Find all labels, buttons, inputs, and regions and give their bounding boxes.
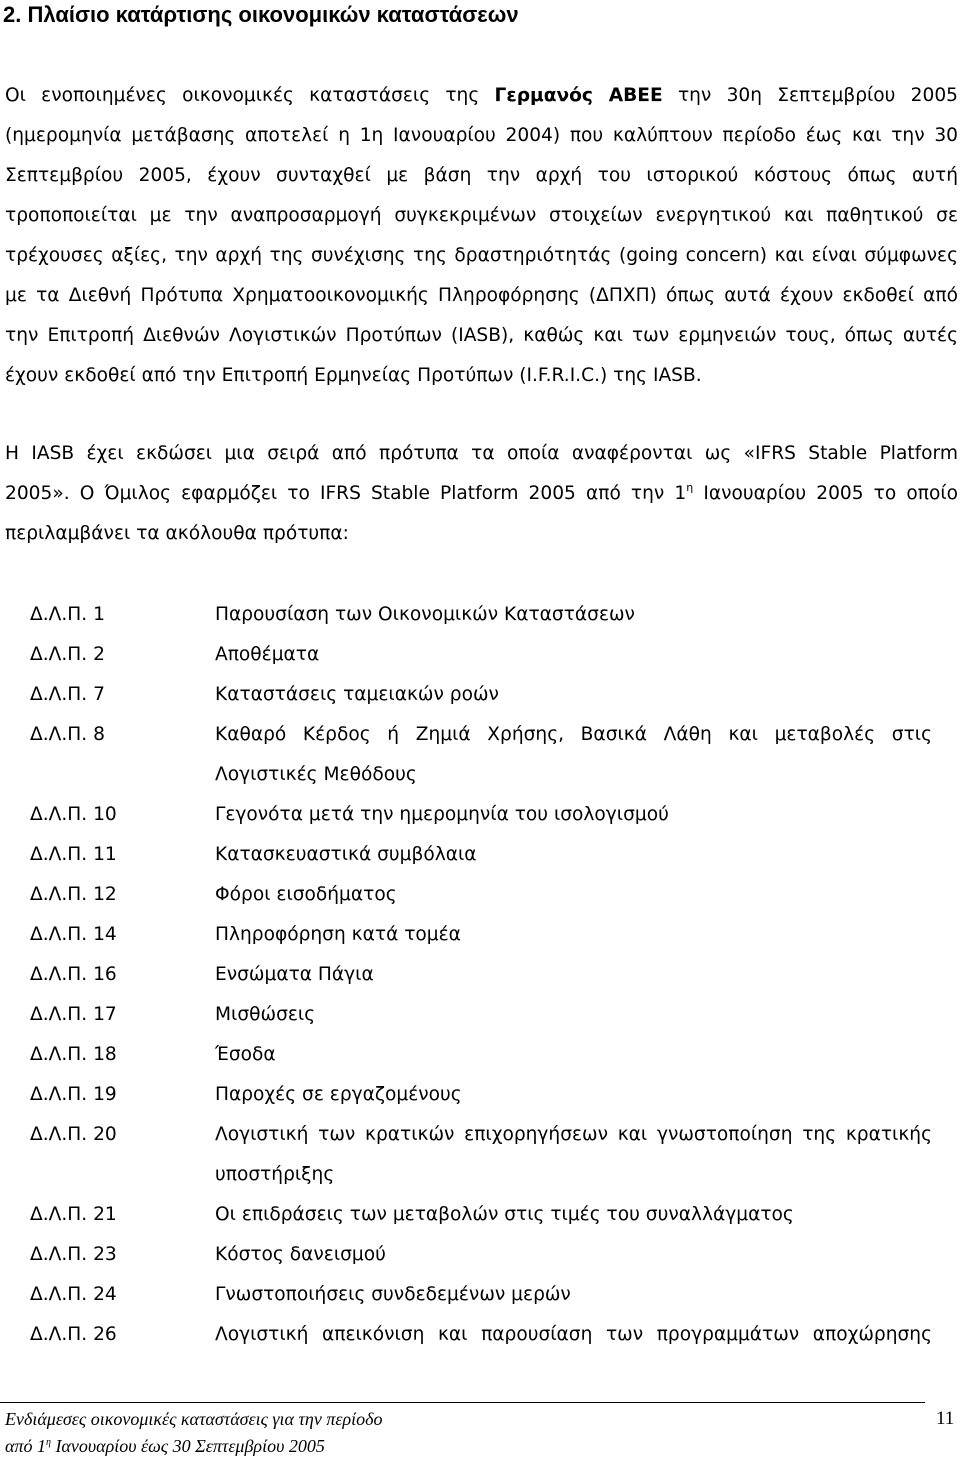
list-item (0, 675, 960, 715)
list-item (0, 915, 960, 955)
standard-title-line: Καθαρό Κέρδος ή Ζημιά Χρήσης, Βασικά Λάθη και μεταβολές στις (215, 724, 932, 745)
footer-text (5, 1406, 382, 1460)
text-run: την 30η Σεπτεμβρίου 2005 (662, 85, 958, 106)
list-item (0, 995, 960, 1035)
standard-code: Δ.Λ.Π. 20 (30, 1124, 117, 1145)
text-run: από 1 (5, 1436, 46, 1456)
standard-code: Δ.Λ.Π. 26 (30, 1324, 117, 1345)
list-item (0, 1195, 960, 1235)
footer-divider (0, 1402, 925, 1403)
list-item (0, 875, 960, 915)
standard-title (215, 1115, 932, 1195)
list-item (0, 835, 960, 875)
text-run: Ιανουαρίου έως 30 Σεπτεμβρίου 2005 (50, 1436, 325, 1456)
standard-title: Γεγονότα μετά την ημερομηνία του ισολογισμού (215, 804, 669, 825)
paragraph-line: με τα Διεθνή Πρότυπα Χρηματοοικονομικής Πληροφόρησης (ΔΠΧΠ) όπως αυτά έχουν εκδοθεί από (5, 285, 958, 306)
standard-code: Δ.Λ.Π. 16 (30, 964, 117, 985)
standard-code: Δ.Λ.Π. 8 (30, 724, 105, 745)
paragraph-line: τρέχουσες αξίες, την αρχή της συνέχισης της δραστηριότητάς (going concern) και είναι σύμφωνες (5, 245, 958, 266)
standard-title: Φόροι εισοδήματος (215, 884, 397, 905)
standard-title: Ενσώματα Πάγια (215, 964, 374, 985)
standard-title: Μισθώσεις (215, 1004, 316, 1025)
standard-title: Λογιστική απεικόνιση και παρουσίαση των προγραμμάτων αποχώρησης (215, 1324, 932, 1345)
paragraph-line (5, 76, 958, 116)
standard-code: Δ.Λ.Π. 2 (30, 644, 105, 665)
standard-code: Δ.Λ.Π. 11 (30, 844, 117, 865)
list-item (0, 1115, 960, 1195)
paragraph-ifrs-platform (5, 434, 958, 554)
list-item (0, 715, 960, 795)
paragraph-line: την Επιτροπή Διεθνών Λογιστικών Προτύπων (IASB), καθώς και των ερμηνειών τους, όπως αυτές (5, 325, 958, 346)
standard-title: Παροχές σε εργαζομένους (215, 1084, 462, 1105)
standard-code: Δ.Λ.Π. 17 (30, 1004, 117, 1025)
paragraph-line: περιλαμβάνει τα ακόλουθα πρότυπα: (5, 523, 349, 544)
section-heading: 2. Πλαίσιο κατάρτισης οικονομικών καταστάσεων (3, 2, 519, 27)
standard-title: Κατασκευαστικά συμβόλαια (215, 844, 477, 865)
standard-title: Παρουσίαση των Οικονομικών Καταστάσεων (215, 604, 635, 625)
paragraph-basis-of-preparation (5, 76, 958, 396)
standard-code: Δ.Λ.Π. 18 (30, 1044, 117, 1065)
list-item (0, 795, 960, 835)
standards-list (0, 595, 960, 1355)
standard-code: Δ.Λ.Π. 24 (30, 1284, 117, 1305)
standard-code: Δ.Λ.Π. 14 (30, 924, 117, 945)
list-item (0, 1075, 960, 1115)
standard-title: Καταστάσεις ταμειακών ροών (215, 684, 499, 705)
paragraph-line (5, 474, 958, 514)
standard-title-line: Λογιστικές Μεθόδους (215, 764, 417, 785)
text-run: Ιανουαρίου 2005 το οποίο (693, 483, 958, 504)
footer-line (5, 1433, 382, 1460)
standard-title-line: Λογιστική των κρατικών επιχορηγήσεων και γνωστοποίηση της κρατικής (215, 1124, 932, 1145)
list-item (0, 595, 960, 635)
standard-code: Δ.Λ.Π. 10 (30, 804, 117, 825)
standard-code: Δ.Λ.Π. 19 (30, 1084, 117, 1105)
text-run: 2005». Ο Όμιλος εφαρμόζει το IFRS Stable Platform 2005 από την 1 (5, 483, 687, 504)
standard-code: Δ.Λ.Π. 12 (30, 884, 117, 905)
standard-title: Πληροφόρηση κατά τομέα (215, 924, 461, 945)
standard-title-line: υποστήριξης (215, 1164, 335, 1185)
standard-code: Δ.Λ.Π. 7 (30, 684, 105, 705)
company-name: Γερμανός ΑΒΕΕ (494, 85, 663, 106)
standard-code: Δ.Λ.Π. 23 (30, 1244, 117, 1265)
standard-code: Δ.Λ.Π. 1 (30, 604, 105, 625)
list-item (0, 1235, 960, 1275)
paragraph-line: (ημερομηνία μετάβασης αποτελεί η 1η Ιανουαρίου 2004) που καλύπτουν περίοδο έως και την 30 (5, 125, 958, 146)
paragraph-line: τροποποιείται με την αναπροσαρμογή συγκεκριμένων στοιχείων ενεργητικού και παθητικού σε (5, 205, 958, 226)
paragraph-line: έχουν εκδοθεί από την Επιτροπή Ερμηνείας Προτύπων (I.F.R.I.C.) της IASB. (5, 365, 702, 386)
standard-code: Δ.Λ.Π. 21 (30, 1204, 117, 1225)
paragraph-line: Η IASB έχει εκδώσει μια σειρά από πρότυπα τα οποία αναφέρονται ως «IFRS Stable Platform (5, 443, 958, 464)
list-item (0, 1315, 960, 1355)
standard-title: Οι επιδράσεις των μεταβολών στις τιμές του συναλλάγματος (215, 1204, 794, 1225)
superscript: η (45, 1437, 51, 1448)
standard-title: Αποθέματα (215, 644, 320, 665)
list-item (0, 635, 960, 675)
standard-title: Έσοδα (215, 1044, 276, 1065)
list-item (0, 1035, 960, 1075)
list-item (0, 955, 960, 995)
footer-line: Ενδιάμεσες οικονομικές καταστάσεις για την περίοδο (5, 1409, 383, 1429)
standard-title (215, 715, 932, 795)
paragraph-line: Σεπτεμβρίου 2005, έχουν συνταχθεί με βάση την αρχή του ιστορικού κόστους όπως αυτή (5, 165, 958, 186)
page-number: 11 (936, 1408, 955, 1429)
superscript: η (686, 481, 694, 494)
list-item (0, 1275, 960, 1315)
standard-title: Κόστος δανεισμού (215, 1244, 386, 1265)
standard-title: Γνωστοποιήσεις συνδεδεμένων μερών (215, 1284, 571, 1305)
text-run: Οι ενοποιημένες οικονομικές καταστάσεις της (5, 85, 495, 106)
